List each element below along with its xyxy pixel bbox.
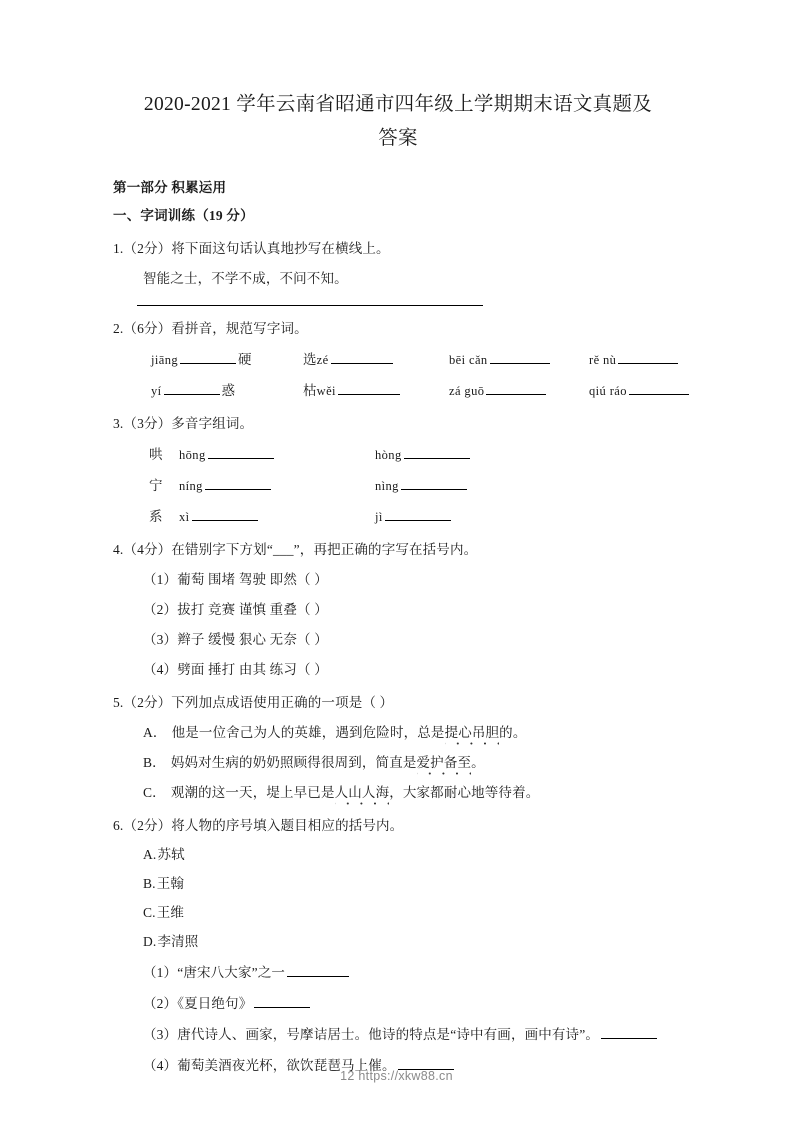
item-label: （2） bbox=[143, 996, 178, 1011]
emphasized-idiom: 爱护备至 bbox=[416, 755, 472, 770]
pinyin-cell-renu bbox=[589, 351, 680, 370]
question-5-option-b[interactable] bbox=[143, 752, 683, 773]
write-blank[interactable] bbox=[254, 995, 310, 1008]
item-words: 劈面 捶打 由其 练习 bbox=[177, 662, 297, 677]
question-6-name-c[interactable] bbox=[143, 903, 683, 923]
item-label: （3） bbox=[143, 1027, 178, 1042]
pinyin-cell-beican bbox=[449, 351, 589, 370]
person-name: 王维 bbox=[156, 905, 184, 920]
question-4-item-2[interactable] bbox=[143, 599, 683, 620]
option-text-post: 。 bbox=[471, 755, 485, 770]
emphasized-idiom: 人山人海 bbox=[334, 785, 390, 800]
option-text-post: 的。 bbox=[499, 725, 527, 740]
option-text-pre: 他是一位舍己为人的英雄，遇到危险时，总是 bbox=[171, 725, 445, 740]
question-3 bbox=[113, 413, 683, 527]
item-text: 葡萄美酒夜光杯，欲饮琵琶马上催。 bbox=[177, 1058, 396, 1073]
question-3-row-hong bbox=[149, 445, 683, 465]
write-blank[interactable] bbox=[618, 351, 678, 364]
part-heading: 第一部分 积累运用 bbox=[113, 180, 227, 195]
item-label: （4） bbox=[143, 662, 178, 677]
title-line-2: 答案 bbox=[378, 128, 418, 149]
pinyin-cell-qiurao bbox=[589, 382, 691, 401]
question-4 bbox=[113, 539, 683, 680]
pinyin-cell-zaguo bbox=[449, 382, 589, 401]
question-5 bbox=[113, 692, 683, 803]
write-blank[interactable] bbox=[192, 508, 258, 521]
write-blank[interactable] bbox=[287, 964, 349, 977]
person-name: 王翰 bbox=[156, 876, 184, 891]
hanzi-hint: 硬 bbox=[238, 352, 252, 367]
question-2-stem: 2.（6分）看拼音，规范写字词。 bbox=[113, 321, 308, 336]
option-text-pre: 妈妈对生病的奶奶照顾得很周到，简直是 bbox=[170, 755, 417, 770]
question-6-name-a[interactable] bbox=[143, 845, 683, 865]
polyphone-char: 宁 bbox=[149, 478, 163, 493]
question-6-name-b[interactable] bbox=[143, 874, 683, 894]
pinyin-text: wěi bbox=[316, 384, 336, 398]
pinyin-text: bēi cǎn bbox=[449, 353, 488, 367]
polyphone-reading-a bbox=[179, 508, 375, 527]
answer-bracket[interactable]: （ ） bbox=[296, 632, 328, 647]
write-blank[interactable] bbox=[180, 351, 236, 364]
question-6-name-d[interactable] bbox=[143, 932, 683, 952]
option-letter: D. bbox=[143, 934, 157, 949]
item-words: 拔打 竞赛 谨慎 重叠 bbox=[177, 602, 297, 617]
option-text-pre: 观潮的这一天，堤上早已是 bbox=[170, 785, 335, 800]
pinyin-cell-yi bbox=[151, 381, 303, 401]
question-1-sentence: 智能之士，不学不成，不问不知。 bbox=[143, 271, 348, 286]
polyphone-reading-a bbox=[179, 477, 375, 496]
write-blank[interactable] bbox=[205, 477, 271, 490]
person-name: 苏轼 bbox=[157, 847, 185, 862]
section-heading: 一、字词训练（19 分） bbox=[113, 208, 254, 223]
item-text: “唐宋八大家”之一 bbox=[177, 965, 286, 980]
item-label: （2） bbox=[143, 602, 178, 617]
pinyin-text: hòng bbox=[375, 448, 402, 462]
write-blank[interactable] bbox=[164, 382, 220, 395]
write-blank[interactable] bbox=[208, 446, 274, 459]
write-blank[interactable] bbox=[486, 382, 546, 395]
option-letter: B． bbox=[143, 755, 166, 770]
polyphone-reading-a bbox=[179, 446, 375, 465]
question-1-stem: 1.（2分）将下面这句话认真地抄写在横线上。 bbox=[113, 241, 390, 256]
option-letter: C. bbox=[143, 905, 156, 920]
page-footer: 12 https://xkw88.cn bbox=[340, 1069, 453, 1083]
option-letter: B. bbox=[143, 876, 156, 891]
pinyin-text: xì bbox=[179, 510, 190, 524]
page-title bbox=[113, 88, 683, 156]
option-letter: C． bbox=[143, 785, 166, 800]
option-text-post: ，大家都耐心地等待着。 bbox=[389, 785, 540, 800]
pinyin-text: jì bbox=[375, 510, 383, 524]
title-line-1: 2020-2021 学年云南省昭通市四年级上学期期末语文真题及 bbox=[143, 94, 653, 115]
question-6 bbox=[113, 815, 683, 1076]
hanzi-hint: 选 bbox=[303, 352, 317, 367]
question-4-item-1[interactable] bbox=[143, 569, 683, 590]
hanzi-hint: 惑 bbox=[221, 383, 236, 398]
pinyin-cell-ze bbox=[303, 350, 449, 370]
pinyin-text: rě nù bbox=[589, 353, 617, 367]
item-text: 唐代诗人、画家，号摩诘居士。他诗的特点是“诗中有画，画中有诗”。 bbox=[177, 1027, 599, 1042]
question-6-sub-2 bbox=[143, 993, 683, 1014]
question-6-sub-1 bbox=[143, 962, 683, 983]
polyphone-char: 系 bbox=[149, 509, 163, 524]
polyphone-reading-b bbox=[375, 479, 469, 493]
question-3-row-ning bbox=[149, 476, 683, 496]
question-5-option-c[interactable] bbox=[143, 782, 683, 803]
polyphone-reading-b bbox=[375, 448, 472, 462]
item-words: 葡萄 围堵 驾驶 即然 bbox=[177, 572, 297, 587]
write-blank[interactable] bbox=[404, 446, 470, 459]
question-5-stem: 5.（2分）下列加点成语使用正确的一项是（ ） bbox=[113, 695, 394, 710]
item-label: （1） bbox=[143, 572, 178, 587]
question-6-stem: 6.（2分）将人物的序号填入题目相应的括号内。 bbox=[113, 818, 404, 833]
pinyin-text: jiāng bbox=[151, 353, 178, 367]
pinyin-text: qiú ráo bbox=[589, 384, 627, 398]
answer-bracket[interactable]: （ ） bbox=[296, 602, 328, 617]
question-2 bbox=[113, 318, 683, 401]
polyphone-reading-b bbox=[375, 510, 453, 524]
item-text: 《夏日绝句》 bbox=[177, 996, 253, 1011]
pinyin-cell-wei bbox=[303, 381, 449, 401]
question-3-stem: 3.（3分）多音字组词。 bbox=[113, 416, 254, 431]
write-blank[interactable] bbox=[490, 351, 550, 364]
answer-bracket[interactable]: （ ） bbox=[296, 572, 328, 587]
item-words: 辫子 缓慢 狠心 无奈 bbox=[177, 632, 297, 647]
option-letter: A． bbox=[143, 725, 167, 740]
pinyin-text: hōng bbox=[179, 448, 206, 462]
pinyin-text: zé bbox=[316, 353, 329, 367]
pinyin-cell-jiang bbox=[151, 350, 303, 370]
question-2-row-2 bbox=[151, 381, 683, 401]
option-letter: A. bbox=[143, 847, 157, 862]
answer-bracket[interactable]: （ ） bbox=[296, 662, 328, 677]
pinyin-text: nìng bbox=[375, 479, 399, 493]
pinyin-text: níng bbox=[179, 479, 203, 493]
page-content bbox=[113, 88, 683, 1076]
question-4-item-4[interactable] bbox=[143, 659, 683, 680]
person-name: 李清照 bbox=[157, 934, 199, 949]
pinyin-text: zá guō bbox=[449, 384, 485, 398]
item-label: （1） bbox=[143, 965, 178, 980]
write-blank[interactable] bbox=[331, 351, 393, 364]
pinyin-text: yí bbox=[151, 384, 162, 398]
question-4-item-3[interactable] bbox=[143, 629, 683, 650]
question-4-stem: 4.（4分）在错别字下方划“___”，再把正确的字写在括号内。 bbox=[113, 542, 478, 557]
question-1 bbox=[113, 238, 683, 306]
item-label: （3） bbox=[143, 632, 178, 647]
write-blank[interactable] bbox=[385, 508, 451, 521]
write-blank[interactable] bbox=[338, 382, 400, 395]
item-label: （4） bbox=[143, 1058, 178, 1073]
question-3-row-xi bbox=[149, 507, 683, 527]
question-1-answer-line[interactable] bbox=[137, 305, 483, 306]
question-5-option-a[interactable] bbox=[143, 722, 683, 743]
write-blank[interactable] bbox=[601, 1026, 657, 1039]
question-6-sub-3 bbox=[143, 1024, 683, 1045]
question-2-row-1 bbox=[151, 350, 683, 370]
write-blank[interactable] bbox=[629, 382, 689, 395]
emphasized-idiom: 提心吊胆 bbox=[444, 725, 500, 740]
hanzi-hint: 枯 bbox=[303, 383, 317, 398]
write-blank[interactable] bbox=[401, 477, 467, 490]
polyphone-char: 哄 bbox=[149, 447, 163, 462]
